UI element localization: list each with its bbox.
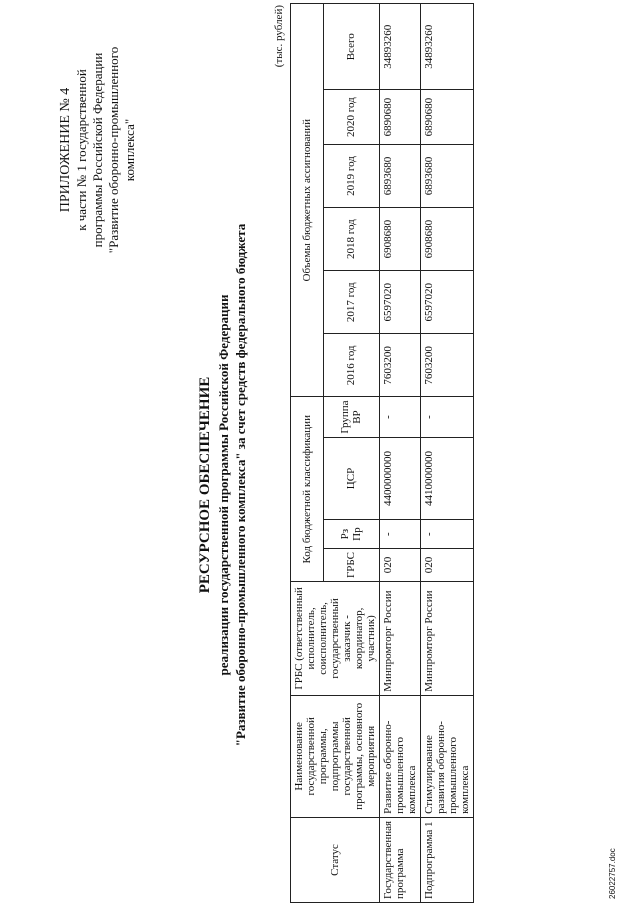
header-csr: ЦСР xyxy=(323,437,379,520)
appendix-line: к части № 1 государственной xyxy=(74,69,89,231)
cell-grbs-code: 020 xyxy=(380,548,421,581)
cell-2017: 6597020 xyxy=(421,271,474,334)
cell-csr: 4410000000 xyxy=(421,437,474,520)
cell-name: Стимулирование развития оборонно-промышленного комплекса xyxy=(421,695,474,817)
cell-vr: - xyxy=(380,397,421,437)
header-2020: 2020 год xyxy=(323,90,379,145)
cell-2020: 6890680 xyxy=(421,90,474,145)
cell-rzpr: - xyxy=(380,520,421,549)
table-header-row xyxy=(291,4,324,903)
document-filename: 26022757.doc xyxy=(608,848,617,899)
header-2019: 2019 год xyxy=(323,144,379,207)
appendix-block xyxy=(58,35,138,265)
table-row xyxy=(421,4,474,903)
appendix-title: ПРИЛОЖЕНИЕ № 4 xyxy=(58,87,73,213)
cell-2019: 6893680 xyxy=(421,144,474,207)
header-vr: Группа ВР xyxy=(323,397,379,437)
header-status: Статус xyxy=(291,817,380,902)
cell-2018: 6908680 xyxy=(421,208,474,271)
appendix-line: комплекса" xyxy=(122,118,137,182)
unit-label: (тыс. рублей) xyxy=(273,5,285,68)
cell-2017: 6597020 xyxy=(380,271,421,334)
cell-total: 34893260 xyxy=(421,4,474,90)
cell-2019: 6893680 xyxy=(380,144,421,207)
resource-table xyxy=(290,3,474,903)
header-grbs-code: ГРБС xyxy=(323,548,379,581)
cell-2016: 7603200 xyxy=(421,334,474,397)
cell-2016: 7603200 xyxy=(380,334,421,397)
header-classification: Код бюджетной классификации xyxy=(291,397,324,582)
header-rzpr: Рз Пр xyxy=(323,520,379,549)
cell-status: Подпрограмма 1 xyxy=(421,817,474,902)
appendix-line: программы Российской Федерации xyxy=(90,52,105,248)
cell-status: Государственная программа xyxy=(380,817,421,902)
cell-grbs: Минпромторг России xyxy=(421,582,474,696)
document-heading xyxy=(195,105,249,865)
cell-total: 34893260 xyxy=(380,4,421,90)
header-total: Всего xyxy=(323,4,379,90)
header-volumes: Объемы бюджетных ассигнований xyxy=(291,4,324,397)
header-2018: 2018 год xyxy=(323,208,379,271)
cell-vr: - xyxy=(421,397,474,437)
table-row xyxy=(380,4,421,903)
header-2016: 2016 год xyxy=(323,334,379,397)
header-2017: 2017 год xyxy=(323,271,379,334)
appendix-line: "Развитие оборонно-промышленного xyxy=(106,46,121,254)
document-subtitle-2: "Развитие оборонно-промышленного комплекса" за счет средств федерального бюджета xyxy=(233,223,248,747)
cell-grbs-code: 020 xyxy=(421,548,474,581)
cell-2020: 6890680 xyxy=(380,90,421,145)
cell-rzpr: - xyxy=(421,520,474,549)
cell-grbs: Минпромторг России xyxy=(380,582,421,696)
cell-2018: 6908680 xyxy=(380,208,421,271)
document-title: РЕСУРСНОЕ ОБЕСПЕЧЕНИЕ xyxy=(197,376,213,594)
cell-name: Развитие оборонно-промышленного комплекса xyxy=(380,695,421,817)
header-name: Наименование государственной программы, подпрограммы государственной программы, основного мероприятия xyxy=(291,695,380,817)
cell-csr: 4400000000 xyxy=(380,437,421,520)
document-subtitle-1: реализации государственной программы Российской Федерации xyxy=(216,294,231,676)
header-grbs: ГРБС (ответственный исполнитель, соисполнитель, государственный заказчик - координатор, участник) xyxy=(291,582,380,696)
